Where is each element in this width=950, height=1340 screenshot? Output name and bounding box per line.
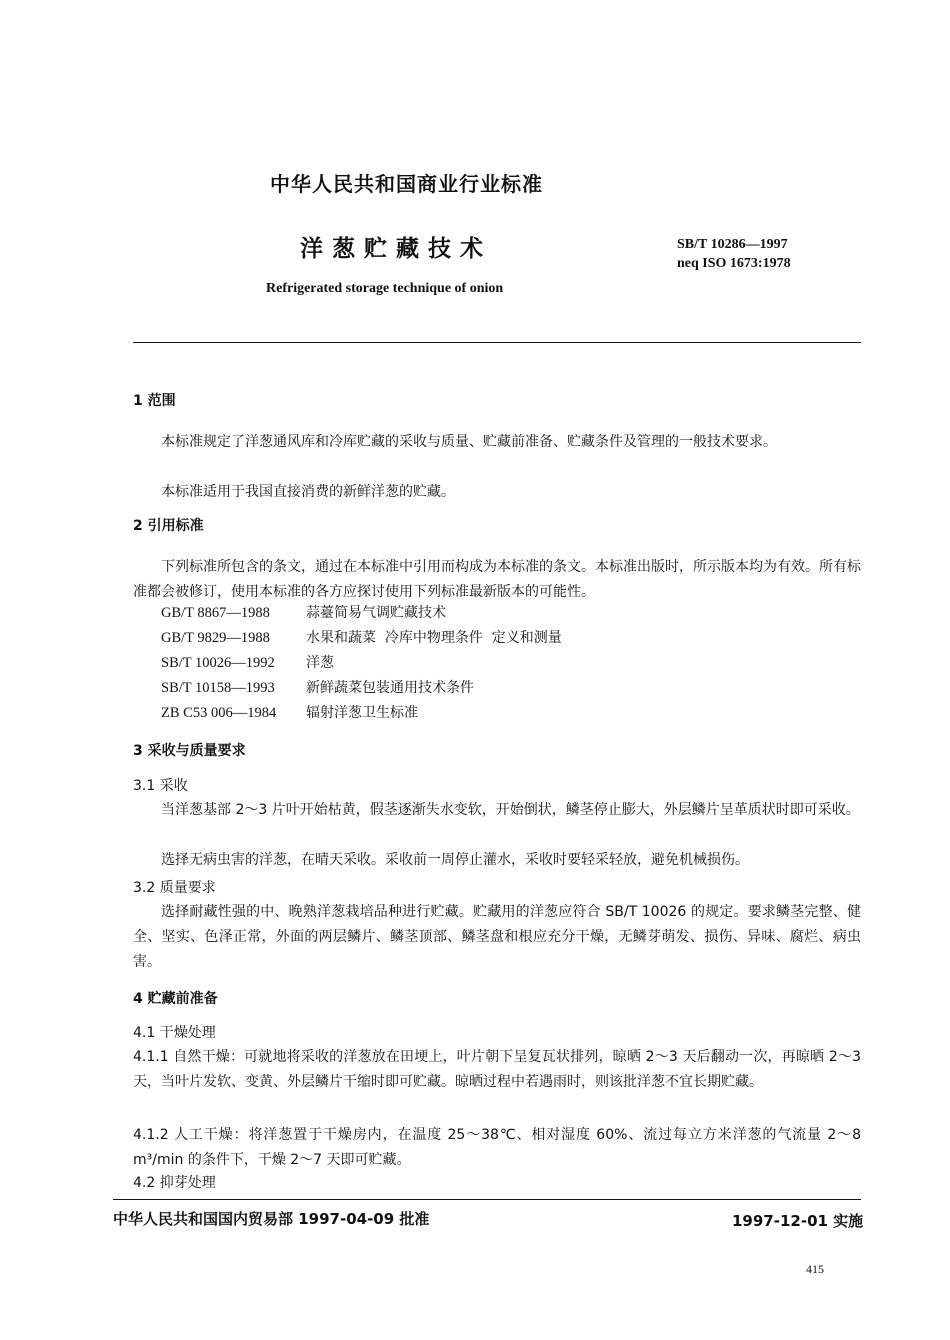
reference-title: 水果和蔬菜 冷库中物理条件 定义和测量 [306,630,562,646]
section-3-heading: 3 采收与质量要求 [133,743,246,759]
standard-category-title: 中华人民共和国商业行业标准 [270,172,543,196]
subsection-3-1-paragraph-1: 当洋葱基部 2～3 片叶开始枯黄，假茎逐渐失水变软，开始倒状，鳞茎停止膨大，外层鳞片呈革质状时即可采收。 [161,802,860,818]
reference-title: 辐射洋葱卫生标准 [306,705,418,721]
subsection-3-2-heading: 3.2 质量要求 [133,880,216,896]
section-1-heading: 1 范围 [133,393,176,409]
clause-4-1-1-paragraph: 4.1.1 自然干燥：可就地将采收的洋葱放在田埂上，叶片朝下呈复瓦状排列，晾晒 2～3 天后翻动一次，再晾晒 2～3 天，当叶片发软、变黄、外层鳞片干缩时即可贮藏。晾晒过程中若遇雨时，则该批洋葱不宜长期贮藏。 [133,1049,861,1090]
reference-code: GB/T 8867—1988 [161,605,270,621]
subsection-3-1-heading: 3.1 采收 [133,778,188,794]
section-4-heading: 4 贮藏前准备 [133,991,218,1007]
reference-code: SB/T 10026—1992 [161,655,275,671]
english-title: Refrigerated storage technique of onion [266,281,504,296]
subsection-3-1-paragraph-2: 选择无病虫害的洋葱，在晴天采收。采收前一周停止灌水，采收时要轻采轻放，避免机械损伤。 [161,852,749,868]
reference-item [161,702,418,722]
reference-title: 洋葱 [306,655,334,671]
approval-statement: 中华人民共和国国内贸易部 1997-04-09 批准 [113,1210,430,1228]
header-divider [133,342,861,343]
section-2-paragraph: 下列标准所包含的条文，通过在本标准中引用而构成为本标准的条文。本标准出版时，所示版本均为有效。所有标准都会被修订，使用本标准的各方应探讨使用下列标准最新版本的可能性。 [133,559,861,600]
equivalence-reference: neq ISO 1673:1978 [677,256,791,271]
subsection-3-2-paragraph: 选择耐藏性强的中、晚熟洋葱栽培品种进行贮藏。贮藏用的洋葱应符合 SB/T 10026 的规定。要求鳞茎完整、健全、坚实、色泽正常，外面的两层鳞片、鳞茎顶部、鳞茎盘和根应充分干燥，无鳞芽萌发、损伤、异味、腐烂、病虫害。 [133,904,861,970]
section-1-paragraph-2: 本标准适用于我国直接消费的新鲜洋葱的贮藏。 [161,484,455,500]
reference-title: 新鲜蔬菜包装通用技术条件 [306,680,474,696]
reference-item [161,677,474,697]
reference-code: GB/T 9829—1988 [161,630,270,646]
reference-item [161,652,334,672]
reference-code: SB/T 10158—1993 [161,680,275,696]
reference-item [161,627,562,647]
standard-code-block [677,235,791,273]
page-number: 415 [806,1262,824,1276]
subsection-4-2-heading: 4.2 抑芽处理 [133,1175,216,1191]
effective-date: 1997-12-01 实施 [732,1212,864,1230]
standard-number: SB/T 10286—1997 [677,237,788,252]
reference-item [161,602,446,622]
clause-4-1-2-paragraph: 4.1.2 人工干燥：将洋葱置于干燥房内，在温度 25～38℃、相对湿度 60%、流过每立方米洋葱的气流量 2～8 m³/min 的条件下，干燥 2～7 天即可贮藏。 [133,1127,861,1168]
footer-divider [113,1199,861,1200]
section-2-heading: 2 引用标准 [133,518,204,534]
document-title: 洋葱贮藏技术 [300,236,492,262]
section-1-paragraph-1: 本标准规定了洋葱通风库和冷库贮藏的采收与质量、贮藏前准备、贮藏条件及管理的一般技术要求。 [161,434,777,450]
reference-code: ZB C53 006—1984 [161,705,277,721]
reference-title: 蒜薹简易气调贮藏技术 [306,605,446,621]
subsection-4-1-heading: 4.1 干燥处理 [133,1025,216,1041]
